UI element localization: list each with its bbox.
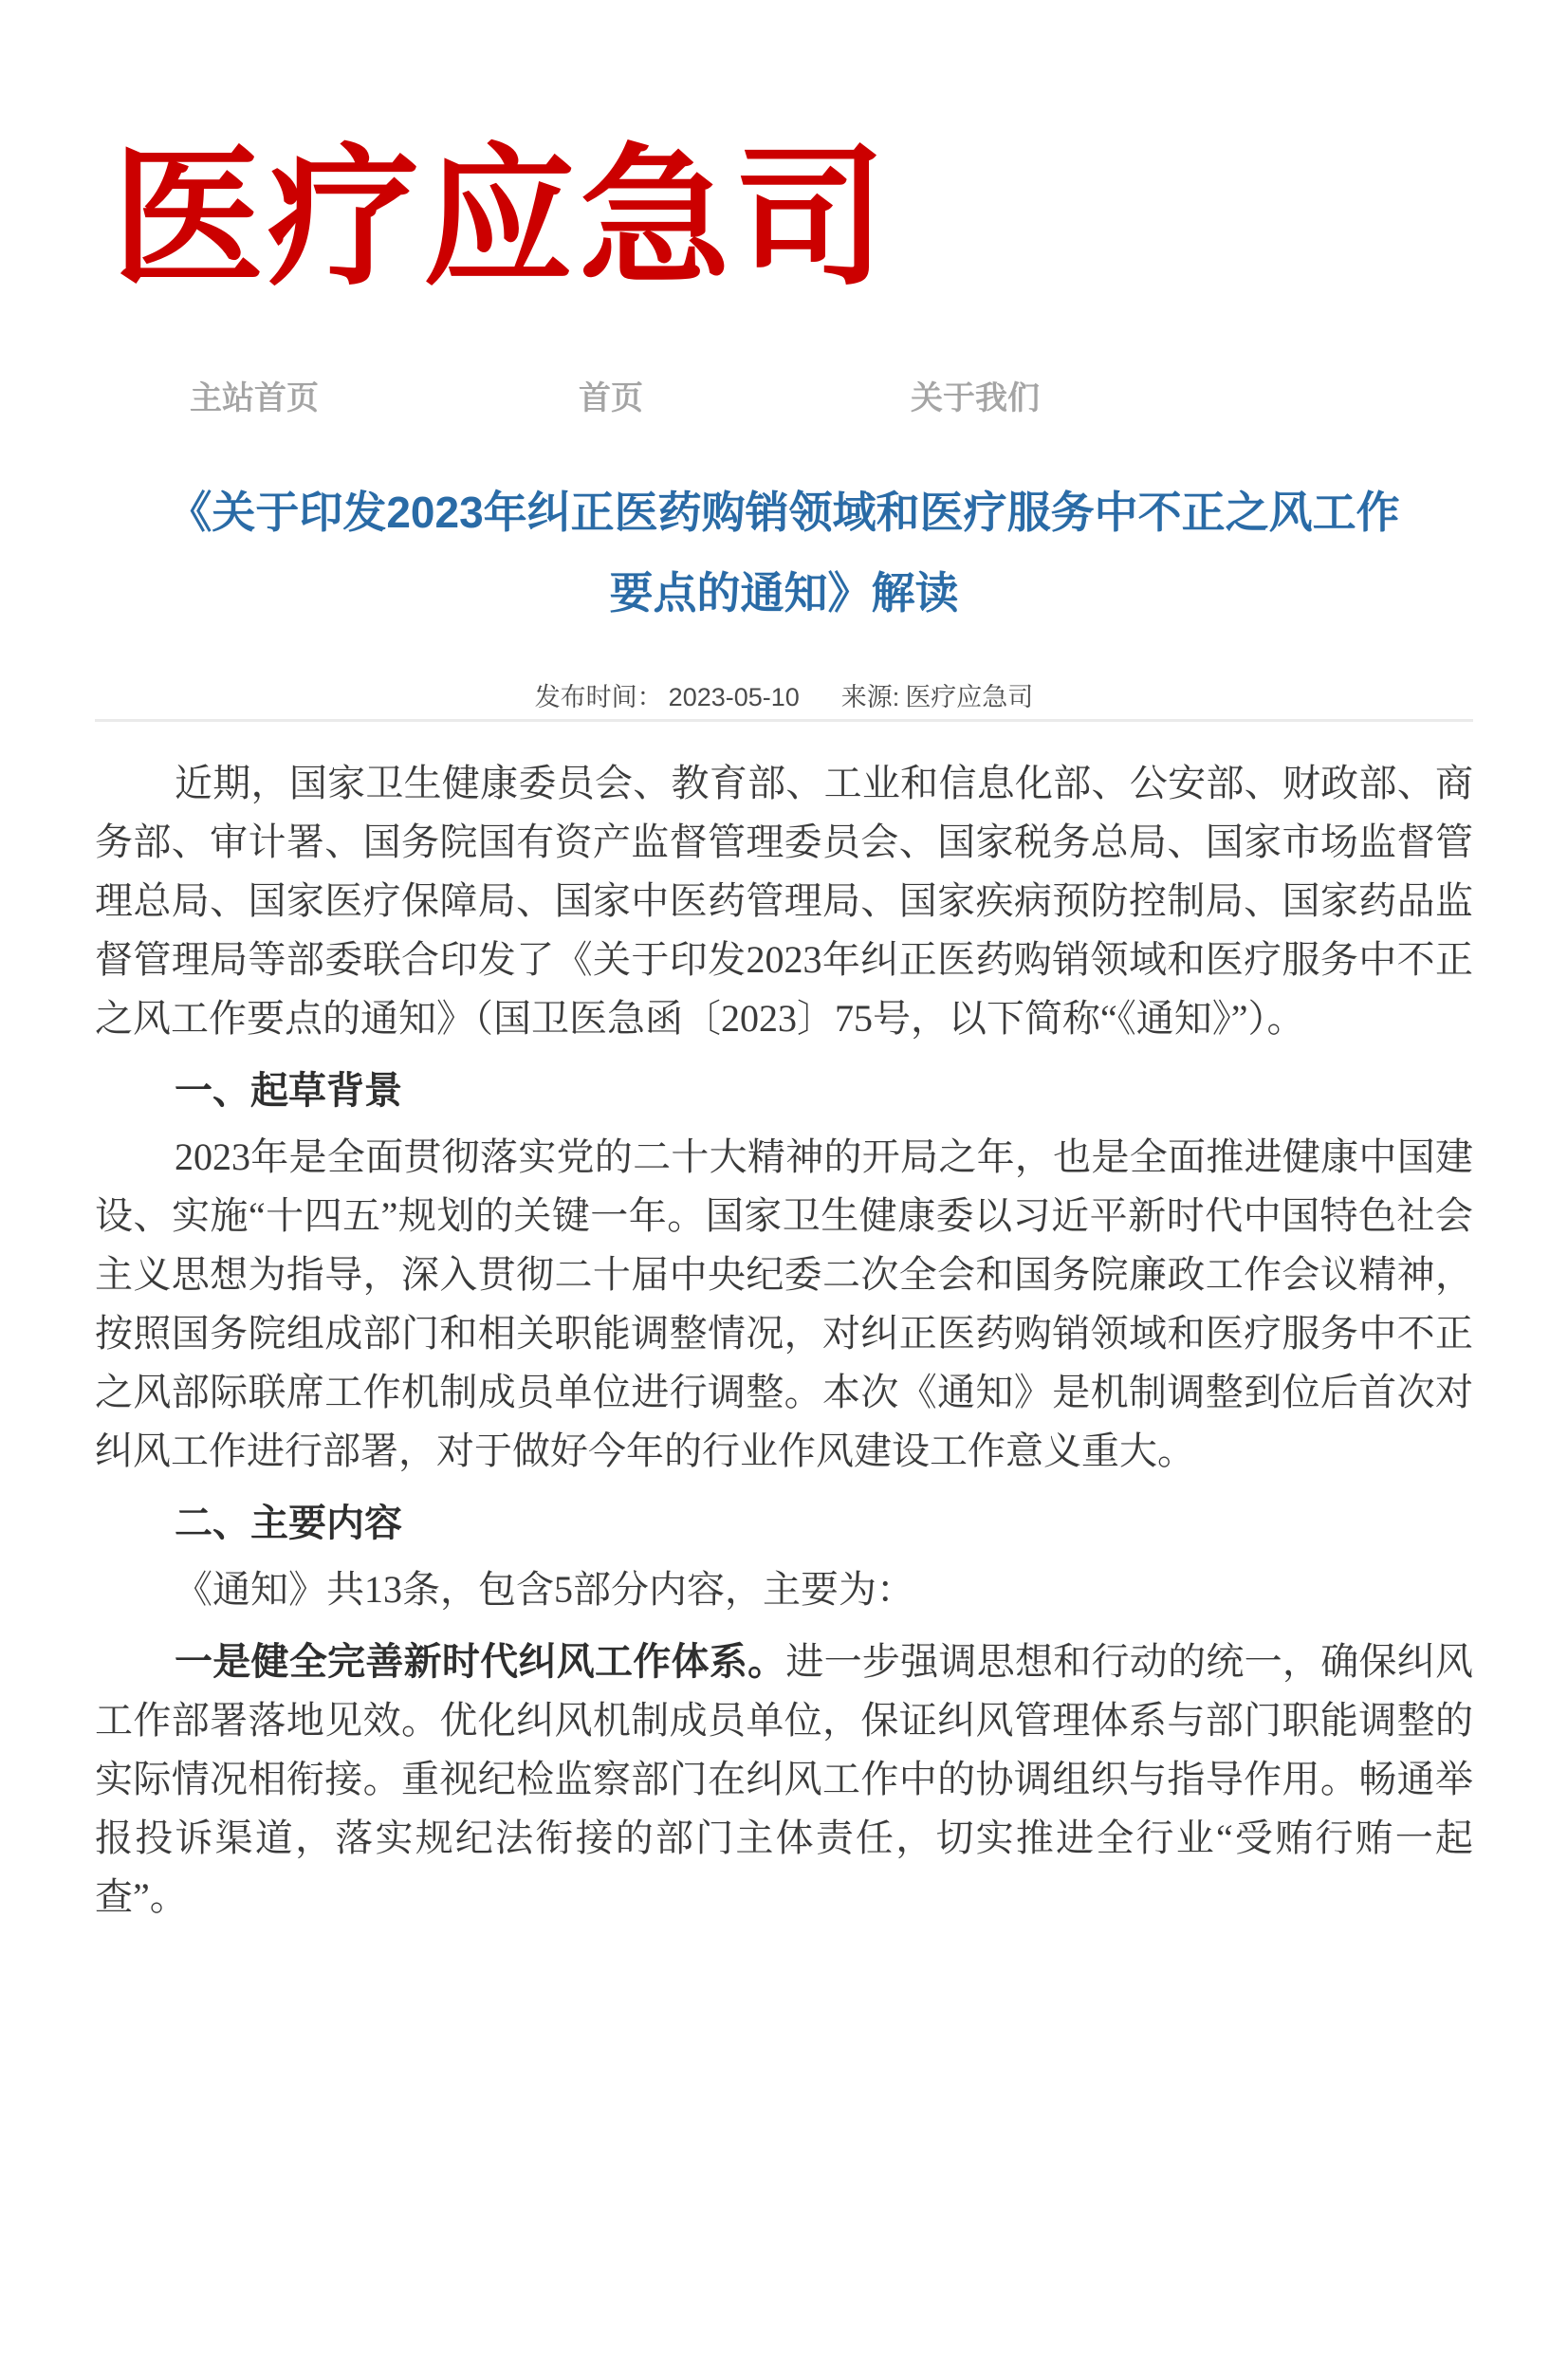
site-logo-text[interactable]: 医疗应急司 [112, 133, 891, 303]
paragraph-intro: 近期，国家卫生健康委员会、教育部、工业和信息化部、公安部、财政部、商务部、审计署、国务院国有资产监督管理委员会、国家税务总局、国家市场监督管理总局、国家医疗保障局、国家中医药管理局、国家疾病预防控制局、国家药品监督管理局等部委联合印发了《关于印发2023年纠正医药购销领域和医疗服务中不正之风工作要点的通知》（国卫医急函〔2023〕75号，以下简称“《通知》”）。 [95, 762, 1473, 1040]
paragraph-point-one-lead: 一是健全完善新时代纠风工作体系。 [175, 1640, 786, 1683]
article-title-line-2: 要点的通知》解读 [609, 568, 959, 618]
paragraph-background: 2023年是全面贯彻落实党的二十大精神的开局之年，也是全面推进健康中国建设、实施“十四五”规划的关键一年。国家卫生健康委以习近平新时代中国特色社会主义思想为指导，深入贯彻二十届中央纪委二次全会和国务院廉政工作会议精神，按照国务院组成部门和相关职能调整情况，对纠正医药购销领域和医疗服务中不正之风部际联席工作机制成员单位进行调整。本次《通知》是机制调整到位后首次对纠风工作进行部署，对于做好今年的行业作风建设工作意义重大。 [95, 1135, 1473, 1472]
article-title-line-1: 《关于印发2023年纠正医药购销领域和医疗服务中不正之风工作 [168, 488, 1400, 537]
source-value: 医疗应急司 [905, 683, 1034, 711]
nav-item-home[interactable]: 首页 [579, 380, 643, 416]
source-label: 来源: [840, 683, 900, 711]
nav-item-main-site-home[interactable]: 主站首页 [190, 380, 319, 416]
publish-time-label: 发布时间： [534, 683, 663, 711]
paragraph-point-one-rest: 进一步强调思想和行动的统一，确保纠风工作部署落地见效。优化纠风机制成员单位，保证纠风管理体系与部门职能调整的实际情况相衔接。重视纪检监察部门在纠风工作中的协调组织与指导作用。畅通举报投诉渠道，落实规纪法衔接的部门主体责任，切实推进全行业“受贿行贿一起查”。 [95, 1640, 1474, 1918]
page-container [95, 133, 1474, 1927]
section-heading-drafting-background: 一、起草背景 [175, 1070, 402, 1112]
paragraph-point-one [95, 1632, 1473, 1927]
article-body [95, 754, 1473, 1927]
article-title [95, 472, 1473, 634]
publish-time-value: 2023-05-10 [668, 683, 800, 711]
article-meta [95, 683, 1473, 711]
top-navigation [95, 381, 1473, 415]
paragraph-notice-summary: 《通知》共13条，包含5部分内容，主要为： [175, 1568, 914, 1611]
section-heading-main-content: 二、主要内容 [175, 1503, 402, 1544]
nav-item-about-us[interactable]: 关于我们 [911, 380, 1040, 416]
meta-divider [95, 719, 1473, 722]
